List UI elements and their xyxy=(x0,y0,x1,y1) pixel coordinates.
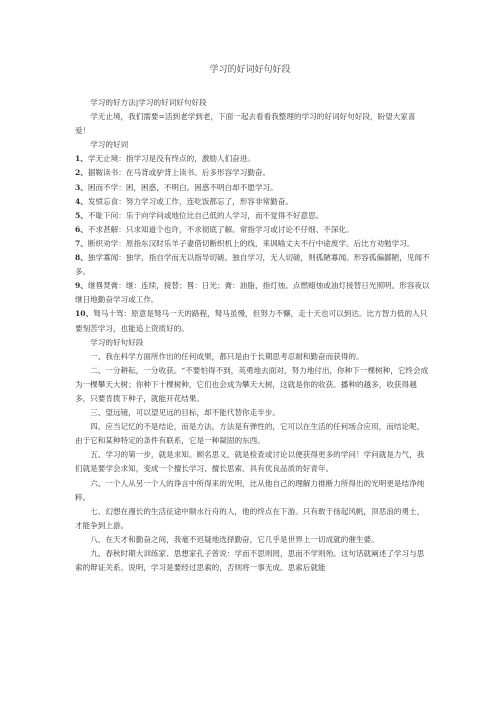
word-entry-number: 1、 xyxy=(75,154,88,164)
word-entry-text: 据鞍读书：在马背或驴背上读书。后多形容学习勤奋。 xyxy=(87,168,271,178)
word-entry-text: 不耻下问：乐于向学问或地位比自己低的人学习，而不觉得不好意思。 xyxy=(87,210,324,220)
word-entry-number: 2、 xyxy=(75,168,88,178)
word-entry-number: 4、 xyxy=(75,196,88,206)
word-entry-text: 独学寡闻：独学，指自学而无以指导切磋。独自学习，无人切磋，则孤陋寡闻。形容孤偏鄙陋，见闻不多。 xyxy=(75,253,430,277)
passage-paragraph: 七、幻想在漫长的生活征途中顺水行舟的人，他的终点在下游。只有敢于扬起风帆，顶恶浪的勇士，才能争到上游。 xyxy=(75,506,425,530)
passages-list xyxy=(75,350,430,576)
word-entry xyxy=(75,152,430,166)
passage-paragraph: 一、我在科学方面所作出的任何成果，都只是由于长期思考忍耐和勤奋而获得的。 xyxy=(90,351,364,361)
intro-paragraph: 学无止境，我们需要=活到老学到老，下面一起去看看我整理的学习的好词好句好段，盼望大家喜爱！ xyxy=(75,112,416,136)
word-entry-text: 困而不学：困，困惑，不明白。困惑不明白却不愿学习。 xyxy=(87,182,278,192)
word-entry xyxy=(75,279,430,307)
word-entry-number: 7、 xyxy=(75,238,88,248)
passage-paragraph: 二、一分耕耘，一分收获。“不要怕得不到，英勇地去面对，努力地付出，你种下一棵树种，它终会成为一棵攀天大树；你种下十棵树种，它们也会成为攀天大树，这就是你的收获。播种的越多，收获得越多，只要肯拨下种子，就能开花结果。 xyxy=(75,365,429,403)
word-entry xyxy=(75,223,430,237)
word-entry xyxy=(75,307,430,335)
passage-paragraph: 五、学习的第一步，就是求知。顾名思义，就是检查或讨论以便获得更多的学问！学问就是力气，我们就是要学会求知，变成一个擅长学习、擅长思索、具有优良品质的好青年。 xyxy=(75,450,425,474)
word-entry-text: 驽马十驾：原意是驽马一天的路程，驽马虽慢，但努力不懈，走十天也可以到达。比方智力低的人只要刻苦学习，也能追上资质好的。 xyxy=(75,309,428,333)
word-entry-number: 3、 xyxy=(75,182,88,192)
words-list xyxy=(75,152,430,335)
passage-paragraph: 九、春秋时期大训练家、思想家孔子曾说：学而不思则罔，思而不学则殆。这句话就阐述了学习与思索的辩证关系。说明，学习是要经过思索的，否则将一事无成。思索后就能 xyxy=(75,549,425,573)
word-entry xyxy=(75,166,430,180)
word-entry-text: 不求甚解：只求知道个也许，不求彻底了解。常指学习或讨论不仔细、不深化。 xyxy=(87,224,354,234)
passage-paragraph: 八、在天才和勤奋之间，我毫不迟疑地选择勤奋，它几乎是世界上一切成就的催生婆。 xyxy=(90,534,379,544)
word-entry-text: 学无止境：指学习是没有终点的，激励人们奋进。 xyxy=(87,154,255,164)
word-entry-number: 9、 xyxy=(75,281,88,291)
word-entry xyxy=(75,181,430,195)
passages-section-heading: 学习的好句好段 xyxy=(90,337,144,347)
word-entry-text: 发愤忘食：努力学习或工作，连吃饭都忘了，形容非常勤奋。 xyxy=(87,196,293,206)
word-entry xyxy=(75,251,430,279)
word-entry-number: 10、 xyxy=(75,309,94,319)
word-entry-number: 6、 xyxy=(75,224,88,234)
word-entry xyxy=(75,209,430,223)
passage-paragraph: 六、一个人从另一个人的诤言中所得来的光明，比从他自己的理解力推断力所得出的光明更是结净纯粹。 xyxy=(75,478,425,502)
word-entry-number: 5、 xyxy=(75,210,88,220)
words-section-heading: 学习的好词 xyxy=(90,140,129,150)
document-body xyxy=(75,96,430,575)
subtitle-heading: 学习的好方法|学习的好词好句好段 xyxy=(90,98,207,107)
word-entry xyxy=(75,195,430,209)
word-entry-text: 继晷焚膏：继：连续，接替；晷：日光；膏：油脂，指灯烛。点燃蜡烛或油灯接替日光照明。形容夜以继日地勤奋学习或工作。 xyxy=(75,281,430,305)
document-title: 学习的好词好句好段 xyxy=(209,65,291,75)
passage-paragraph: 四、应当记忆的不是结论，而是方法。方法是有弹性的，它可以在生活的任何场合应用，而结论呢，由于它和某种特定的条件有联系，它是一种凝固的东西。 xyxy=(75,422,425,446)
word-entry-text: 断织劝学：原指东汉时乐羊子妻借切断织机上的线，来讽喻丈夫不行中途废学。后比方劝勉学习。 xyxy=(87,238,415,248)
word-entry xyxy=(75,237,430,251)
passage-paragraph: 三、望远镜，可以望见远的目标，却不能代替你走半步。 xyxy=(90,408,281,418)
word-entry-number: 8、 xyxy=(75,253,88,263)
